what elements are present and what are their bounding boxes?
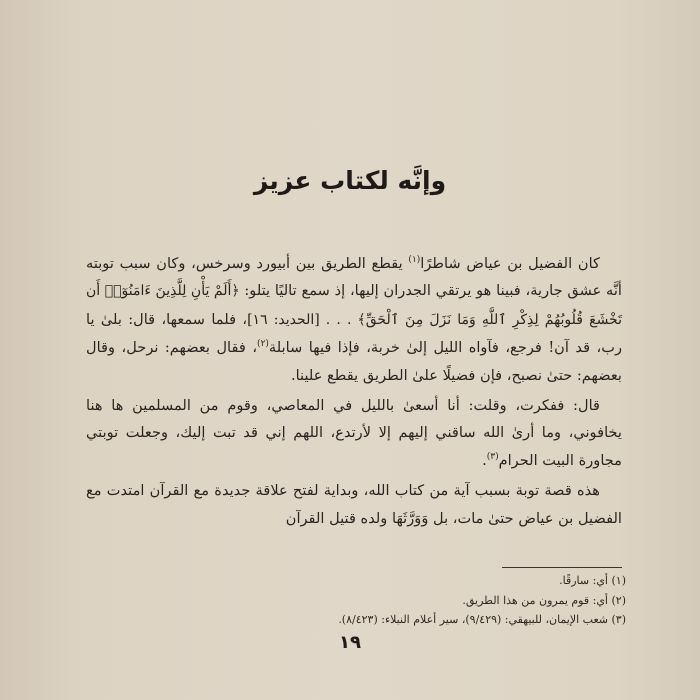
paragraph-1-part-a: كان الفضيل بن عياض شاطرًا <box>420 255 600 272</box>
paragraph-2-part-b: . <box>482 451 487 469</box>
paragraph-1 <box>86 250 622 389</box>
quran-verse: ﴿أَلَمْ يَأْنِ لِلَّذِينَ ءَامَنُوٓا۟ أَن تَخْشَعَ قُلُوبُهُمْ لِذِكْرِ ٱللَّهِ وَمَا نَزَلَ مِنَ ٱلْحَقِّ﴾ . . . [الحديد: ١٦] <box>86 283 622 328</box>
page-number: ١٩ <box>339 632 361 653</box>
paragraph-1-part-d: ، فقال بعضهم: نرحل، وقال بعضهم: حتىٰ نصبح، فإن فضيلًا علىٰ الطريق يقطع علينا. <box>86 339 622 384</box>
footnote-ref-2: (٢) <box>257 339 269 350</box>
paragraph-2 <box>86 392 622 474</box>
footnote-1: (١) أي: سارقًا. <box>559 574 626 587</box>
paragraph-1-part-c: ، فلما سمعها، قال: بلىٰ يا رب، قد آن! فرجع، فآواه الليل إلىٰ خربة، فإذا فيها سابلة <box>86 310 623 357</box>
page-title: وإنَّه لكتاب عزيز <box>253 166 447 195</box>
footnotes <box>86 571 626 630</box>
footnote-ref-1: (١) <box>408 255 421 266</box>
paragraph-3: هذه قصة توبة بسبب آية من كتاب الله، وبداية لفتح علاقة جديدة مع القرآن امتدت مع الفضيل بن عياض حتىٰ مات، بل وَوَرَّثَهَا ولده قتيل القرآن <box>86 482 622 527</box>
footnote-2: (٢) أي: قوم يمرون من هذا الطريق. <box>462 593 626 607</box>
main-text <box>86 250 622 532</box>
footnote-ref-3: (٣) <box>486 451 499 462</box>
paragraph-2-part-a: قال: ففكرت، وقلت: أنا أسعىٰ بالليل في المعاصي، وقوم من المسلمين ها هنا يخافوني، وما أرىٰ الله ساقني إليهم إلا لأرتدع، اللهم إني قد تبت إليك، وجعلت توبتي مجاورة البيت الحرام <box>86 397 622 469</box>
footnote-separator <box>502 567 622 568</box>
footnote-3: (٣) شعب الإيمان، للبيهقي: (٩/٤٢٩)، سير أعلام النبلاء: (٨/٤٢٣). <box>338 613 626 626</box>
paragraph-1-part-b: يقطع الطريق بين أبيورد وسرخس، وكان سبب توبته أنَّه عشق جارية، فبينا هو يرتقي الجدران إليها، إذ سمع تاليًا يتلو: <box>86 255 622 300</box>
